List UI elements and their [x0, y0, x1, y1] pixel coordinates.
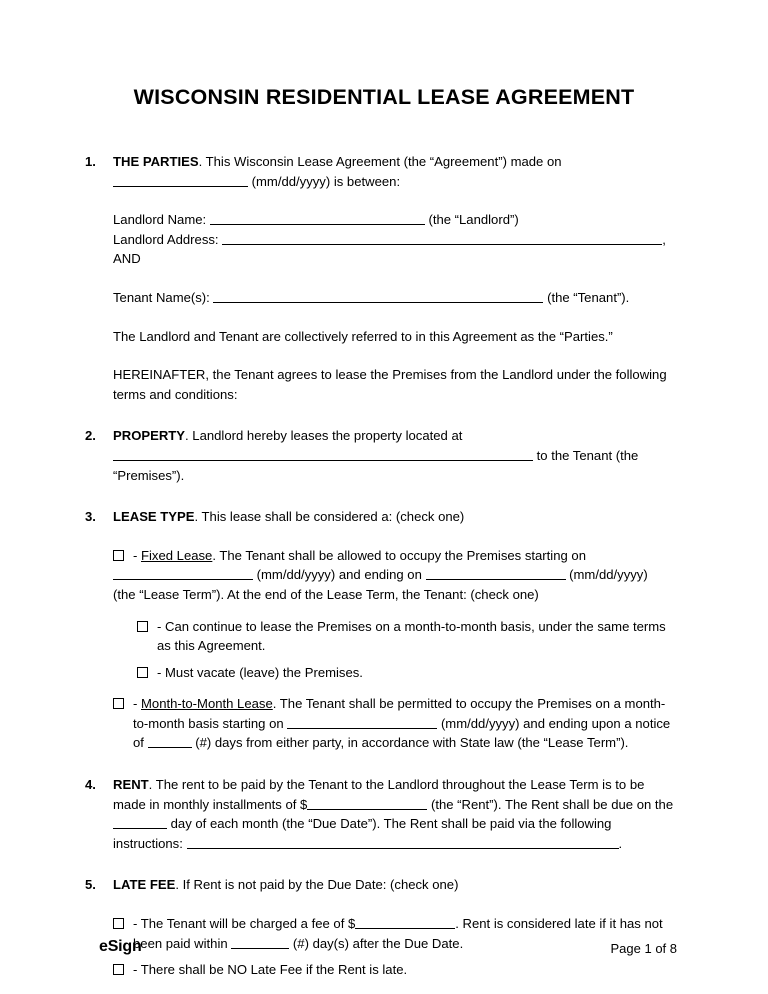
mtm-text-after: (#) days from either party, in accordance with State law (the “Lease Term”). — [195, 735, 629, 751]
property-text-after: to the Tenant (the “Premises”). — [113, 447, 639, 483]
late-fee-amount-blank[interactable] — [355, 915, 455, 929]
section-heading: THE PARTIES — [113, 154, 199, 169]
section-property — [85, 426, 677, 485]
section-heading: PROPERTY — [113, 428, 186, 444]
spacer — [85, 753, 677, 775]
page-footer — [85, 935, 677, 960]
late-fee-intro — [113, 875, 677, 895]
parties-intro — [113, 152, 677, 191]
mtm-start-date-blank[interactable] — [287, 715, 437, 729]
page-number: Page 1 of 8 — [610, 941, 677, 956]
property-text — [113, 426, 677, 485]
rent-due-day-blank[interactable] — [113, 815, 167, 829]
checkbox-option-continue-month-to-month[interactable] — [137, 617, 677, 656]
fixed-lease-end-date-blank[interactable] — [426, 566, 566, 580]
mtm-mid-1: (mm/dd/yyyy) and ending upon a notice of — [133, 715, 671, 751]
fixed-lease-text-after: (the “Lease Term”). At the end of the Lease Term, the Tenant: (check one) — [113, 586, 539, 602]
parties-intro-text: . This Wisconsin Lease Agreement (the “Agreement”) made on — [198, 154, 562, 169]
option-continue-label: - Can continue to lease the Premises on a month-to-month basis, under the same terms as this Agreement. — [157, 618, 666, 654]
rent-text — [113, 775, 677, 853]
section-number: 5. — [85, 877, 96, 893]
checkbox-option-no-late-fee[interactable] — [113, 960, 677, 980]
section-heading: LEASE TYPE — [113, 509, 195, 525]
mtm-text-before: . The Tenant shall be permitted to occupy the Premises on a month-to-month basis starting on — [133, 696, 666, 731]
rent-instructions-blank[interactable] — [187, 835, 619, 849]
spacer — [85, 404, 677, 426]
section-lease-type — [85, 507, 677, 753]
landlord-address-blank[interactable] — [222, 231, 662, 245]
checkbox-option-fixed-lease[interactable] — [113, 546, 677, 566]
agreement-date-blank[interactable] — [113, 173, 248, 187]
section-body — [113, 875, 677, 979]
spacer — [85, 853, 677, 875]
mtm-notice-days-blank[interactable] — [148, 734, 192, 748]
section-body — [113, 426, 677, 485]
fixed-lease-start-date-blank[interactable] — [113, 566, 253, 580]
rent-text-4: . — [618, 835, 623, 851]
landlord-name-blank[interactable] — [210, 211, 425, 225]
landlord-name-line — [113, 210, 677, 230]
landlord-name-label: Landlord Name: — [113, 212, 207, 228]
lease-type-intro — [113, 507, 677, 527]
mtm-dash: - — [133, 696, 141, 712]
fixed-lease-mid-1: (mm/dd/yyyy) and ending on — [256, 567, 422, 583]
late-fee-option-1: - The Tenant will be charged a fee of $ — [133, 916, 356, 932]
no-late-fee-label: - There shall be NO Late Fee if the Rent is late. — [133, 962, 408, 978]
late-fee-text: . If Rent is not paid by the Due Date: (check one) — [175, 877, 459, 893]
section-the-parties — [85, 152, 677, 404]
lease-type-text: . This lease shall be considered a: (check one) — [194, 509, 465, 525]
esign-logo: eSign — [99, 938, 142, 955]
section-late-fee — [85, 875, 677, 979]
spacer — [113, 191, 677, 210]
rent-text-2: (the “Rent”). The Rent shall be due on the — [430, 796, 674, 812]
checkbox-icon[interactable] — [113, 918, 124, 929]
section-body — [113, 152, 677, 404]
section-body — [113, 775, 677, 853]
fixed-lease-text-before: . The Tenant shall be allowed to occupy the Premises starting on — [212, 547, 586, 563]
landlord-address-suffix: , AND — [113, 231, 666, 267]
section-body — [113, 507, 677, 753]
parties-collective-text: The Landlord and Tenant are collectively referred to in this Agreement as the “Parties.” — [113, 328, 613, 344]
spacer — [113, 682, 677, 694]
checkbox-option-month-to-month-lease[interactable] — [113, 694, 677, 753]
spacer — [85, 485, 677, 507]
property-text-before: . Landlord hereby leases the property located at — [185, 428, 463, 444]
checkbox-icon[interactable] — [113, 964, 124, 975]
document-body — [85, 152, 677, 980]
checkbox-icon[interactable] — [137, 667, 148, 678]
landlord-name-suffix: (the “Landlord”) — [428, 212, 519, 228]
tenant-name-label: Tenant Name(s): — [113, 289, 210, 305]
landlord-address-line — [113, 230, 677, 269]
fixed-lease-dash: - — [133, 547, 141, 563]
spacer — [113, 308, 677, 327]
fixed-lease-label: Fixed Lease — [141, 547, 213, 563]
checkbox-icon[interactable] — [113, 698, 124, 709]
hereinafter-text: HEREINAFTER, the Tenant agrees to lease the Premises from the Landlord under the following terms and conditions: — [113, 367, 667, 402]
property-address-blank[interactable] — [113, 447, 533, 461]
spacer — [113, 656, 677, 663]
checkbox-icon[interactable] — [137, 621, 148, 632]
section-heading: LATE FEE — [113, 877, 176, 893]
late-fee-option-3: (#) day(s) after the Due Date. — [292, 935, 464, 951]
rent-amount-blank[interactable] — [307, 796, 427, 810]
rent-text-1: . The rent to be paid by the Tenant to the Landlord throughout the Lease Term is to be made in monthly installments of $ — [113, 777, 645, 812]
tenant-name-blank[interactable] — [213, 289, 543, 303]
late-fee-option-2: . Rent is considered late if it has not been paid within — [133, 916, 663, 951]
section-number: 2. — [85, 428, 96, 444]
section-number: 1. — [85, 154, 96, 169]
date-format-hint: (mm/dd/yyyy) is between: — [251, 173, 401, 189]
spacer — [113, 346, 677, 365]
spacer — [113, 605, 677, 617]
page-title: WISCONSIN RESIDENTIAL LEASE AGREEMENT — [133, 85, 635, 109]
fixed-lease-dates-line — [113, 565, 677, 585]
section-number: 3. — [85, 509, 96, 525]
spacer — [113, 269, 677, 288]
fixed-lease-mid-2: (mm/dd/yyyy) — [569, 567, 648, 583]
section-number: 4. — [85, 777, 96, 793]
landlord-address-label: Landlord Address: — [113, 231, 219, 247]
section-heading: RENT — [113, 777, 149, 793]
spacer — [113, 895, 677, 914]
tenant-name-line — [113, 288, 677, 308]
spacer — [113, 527, 677, 546]
option-vacate-label: - Must vacate (leave) the Premises. — [157, 664, 363, 680]
tenant-name-suffix: (the “Tenant”). — [547, 289, 630, 305]
checkbox-icon[interactable] — [113, 550, 124, 561]
checkbox-option-must-vacate[interactable] — [137, 663, 677, 683]
mtm-label: Month-to-Month Lease — [141, 696, 273, 712]
section-rent — [85, 775, 677, 853]
rent-text-3: day of each month (the “Due Date”). The Rent shall be paid via the following instructions: — [113, 816, 612, 851]
